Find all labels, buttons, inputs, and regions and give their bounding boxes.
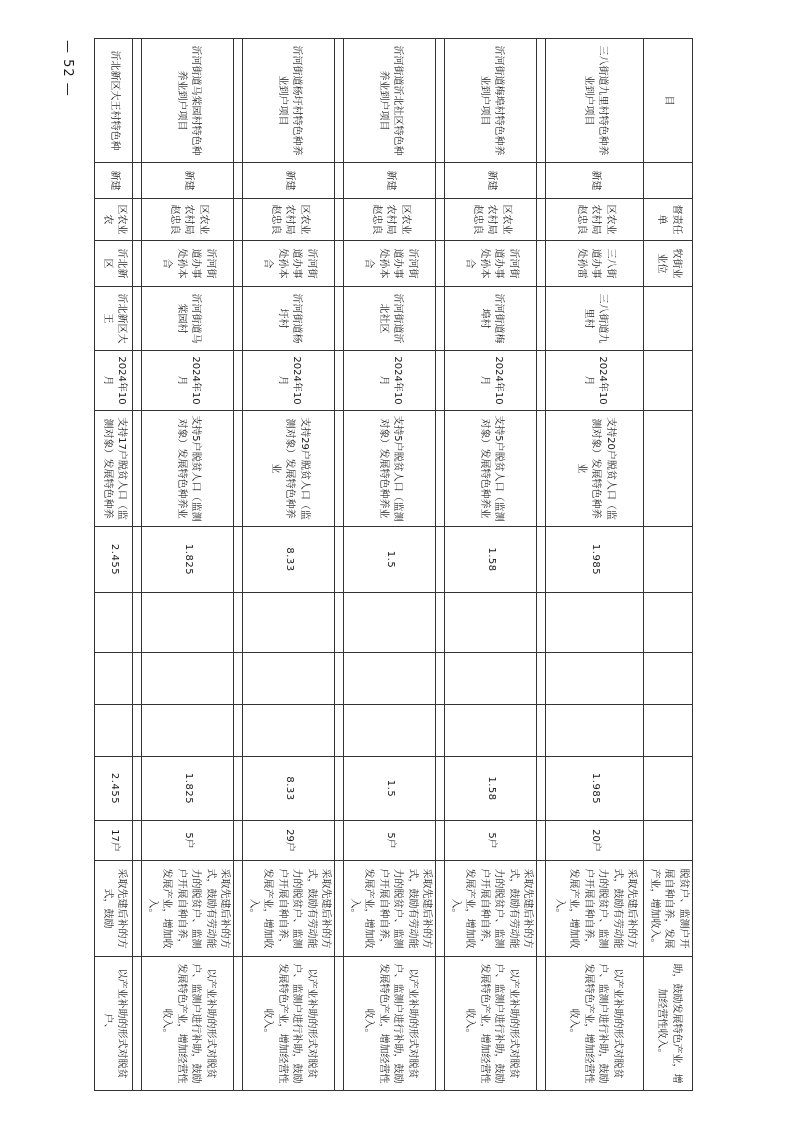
table-row: 沂河街道梅埠村特色种养业到户项目 新建 区农业农村局赵忠良 沂河街道办事处孙本合 沂河街道梅埠村 2024年10月 支持5户脱贫人口（监测对象）发展特色种养业 1.58 1.58 5户 采取先建后补的方式，鼓励有劳动能力的脱贫户、监测户开展自种自养，发展产业，增加收入。 以产业补助的形式对脱贫户、监测户进行补助，鼓励发展特色产业，增加经营性收入。 bbox=[445, 39, 537, 1091]
header-project: 目 bbox=[644, 39, 693, 163]
top-benefit-fragment: 助，鼓励发展特色产业，增加经营性收入。 bbox=[644, 957, 693, 1091]
table-row: 沂北新区大王村特色种 新建 区农业农 沂北新区 沂北新区大王 2024年10月 支持17户脱贫人口（监测对象）发展特色种养 2.455 2.455 17户 采取先建后补的方式，鼓励 以产业补助的形式对脱贫户、 bbox=[95, 39, 133, 1091]
project-table bbox=[95, 38, 694, 1091]
header-row bbox=[644, 39, 693, 1091]
page-number: — 52 — bbox=[60, 40, 75, 97]
header-supervision: 督责任单 bbox=[644, 199, 693, 241]
table-row: 沂河街道沂北社区特色种养业到户项目 新建 区农业农村局赵忠良 沂河街道办事处孙本合 沂河街道沂北社区 2024年10月 支持5户脱贫人口（监测对象）发展特色种养业 1.5 1.5 5户 采取先建后补的方式，鼓励有劳动能力的脱贫户、监测户开展自种自养，发展产业，增加收入。 以产业补助的形式对脱贫户、监测户进行补助，鼓励发展特色产业，增加经营性收入。 bbox=[344, 39, 436, 1091]
header-unit: 牧街业业位 bbox=[644, 241, 693, 287]
table-row: 沂河街道杨圩村特色种养业到户项目 新建 区农业农村局赵忠良 沂河街道办事处孙本合 沂河街道杨圩村 2024年10月 支持29户脱贫人口（监测对象）发展特色种养业 8.33 8.33 29户 采取先建后补的方式，鼓励有劳动能力的脱贫户、监测户开展自种自养，发展产业，增加收入。 以产业补助的形式对脱贫户、监测户进行补助，鼓励发展特色产业，增加经营性收入。 bbox=[243, 39, 335, 1091]
table-row: 沂河街道马棠园村特色种养业到户项目 新建 区农业农村局赵忠良 沂河街道办事处孙本合 沂河街道马棠园村 2024年10月 支持5户脱贫人口（监测对象）发展特色种养业 1.825 1.825 5户 采取先建后补的方式，鼓励有劳动能力的脱贫户、监测户开展自种自养，发展产业，增加收入。 以产业补助的形式对脱贫户、监测户进行补助，鼓励发展特色产业，增加经营性收入。 bbox=[142, 39, 234, 1091]
top-mechanism-fragment: 脱贫户、监测户开展自种自养，发展产业，增加收入。 bbox=[644, 861, 693, 957]
table-row: 三八街道九里村特色种养业到户项目 新建 区农业农村局赵忠良 三八街道办事处孙雷 三八街道九里村 2024年10月 支持20户脱贫人口（监测对象）发展特色种养业 1.985 1.985 20户 采取先建后补的方式，鼓励有劳动能力的脱贫户、监测户开展自种自养，发展产业，增加收入。 以产业补助的形式对脱贫户、监测户进行补助，鼓励发展特色产业，增加经营性收入。 bbox=[546, 39, 644, 1091]
